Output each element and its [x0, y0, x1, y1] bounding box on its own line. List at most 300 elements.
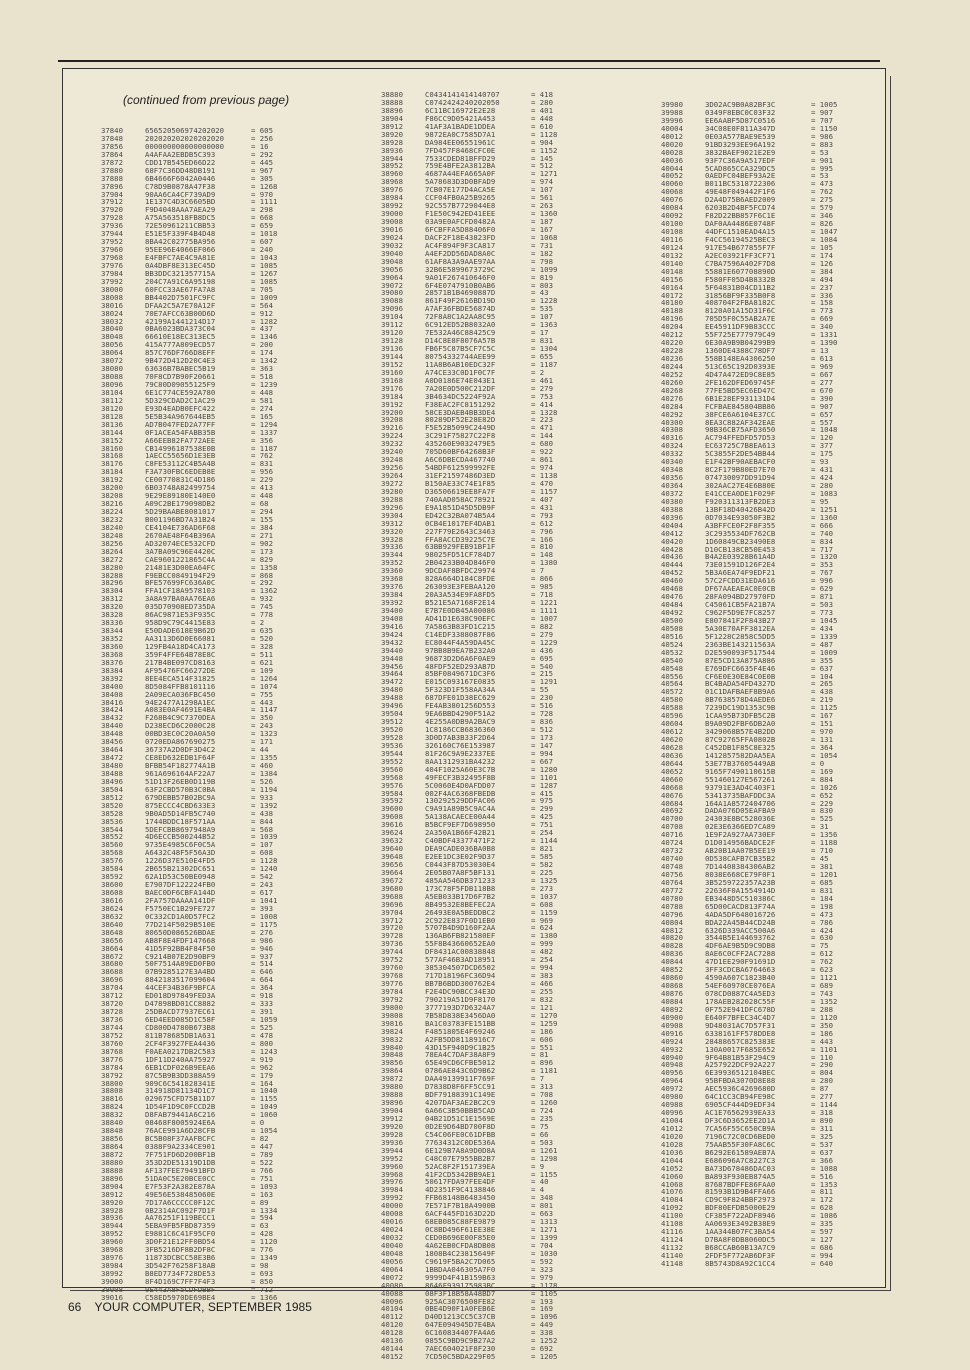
address: 40164 [661, 282, 683, 292]
hex-data: C48C07E7955BB2B7 [425, 1153, 496, 1163]
checksum: = 751 [251, 1173, 273, 1183]
hex-data: 4A62EB0CFDA8DB08 [425, 1240, 496, 1250]
hex-data: CE4104E736AD6F68 [145, 522, 216, 532]
address: 40204 [661, 322, 683, 332]
hex-data: F2E4DC90BCC34E3D [425, 986, 496, 996]
address: 38824 [101, 1102, 123, 1112]
checksum: = 745 [251, 602, 273, 612]
address: 40012 [661, 131, 683, 141]
address: 38736 [101, 1015, 123, 1024]
address: 40260 [661, 377, 683, 387]
address: 40032 [381, 1233, 403, 1242]
hex-data: F0AEA0217DB2C583 [145, 1046, 216, 1056]
checksum: = 174 [811, 250, 833, 260]
address: 38352 [101, 634, 123, 643]
checksum: = 704 [531, 1240, 553, 1250]
checksum: = 275 [811, 195, 833, 205]
hex-data: 002F4AC6368FBEDB [425, 788, 496, 798]
checksum: = 1120 [251, 1237, 278, 1247]
hex-data: 359F4FFE64B78E8C [145, 649, 216, 659]
checksum: = 712 [251, 1284, 273, 1294]
address: 39632 [381, 836, 403, 846]
hex-data: 54EF60970CE076EA [705, 981, 776, 991]
address: 39512 [381, 717, 403, 727]
checksum: = 75 [531, 1121, 549, 1131]
checksum: = 707 [811, 115, 833, 125]
hex-data: 1AECC55656D1E3EB [145, 451, 216, 461]
address: 38200 [101, 483, 123, 493]
hex-data: 6ED4EED085D1C58F [145, 1015, 216, 1024]
address: 41068 [661, 1179, 683, 1189]
checksum: = 762 [251, 451, 273, 461]
address: 39040 [381, 248, 403, 258]
hex-data: 1D60849CB23490E8 [705, 536, 776, 546]
hex-data: 92C557B7729044E8 [425, 201, 496, 211]
checksum: = 1320 [811, 552, 838, 562]
address: 39384 [381, 590, 403, 600]
address: 39456 [381, 661, 403, 671]
address: 40196 [661, 314, 683, 324]
hex-data: E7907DF122224FB0 [145, 880, 216, 890]
address: 39760 [381, 963, 403, 973]
checksum: = 612 [531, 518, 553, 528]
address: 40300 [661, 417, 683, 427]
hex-data: 029675CFD75B11D7 [145, 1094, 216, 1104]
address: 40956 [661, 1068, 683, 1078]
address: 38432 [101, 713, 123, 723]
hex-data: D14C8E8F8076A57B [425, 336, 496, 346]
checksum: = 277 [811, 1092, 833, 1102]
hex-data: BA893F930EB874A5 [705, 1171, 776, 1181]
address: 38016 [101, 300, 123, 310]
checksum: = 98 [251, 1261, 269, 1271]
checksum: = 104 [811, 671, 833, 681]
hex-data: F86CC9D05421A453 [425, 113, 496, 123]
hex-data: 81593B1D9B4FFA66 [705, 1187, 776, 1197]
hex-data: F268B4C9C7370DEA [145, 713, 216, 723]
checksum: = 810 [531, 542, 553, 552]
checksum: = 186 [811, 1028, 833, 1038]
checksum: = 637 [811, 663, 833, 673]
checksum: = 1049 [251, 1102, 278, 1112]
hex-data: 6E30A9B9B04299B9 [705, 338, 776, 348]
hex-data: ED018D97849FED3A [145, 991, 216, 1001]
address: 39416 [381, 621, 403, 631]
address: 38448 [101, 729, 123, 739]
address: 38144 [101, 427, 123, 437]
address: 41012 [661, 1123, 683, 1133]
checksum: = 381 [811, 862, 833, 871]
checksum: = 256 [251, 133, 273, 143]
checksum: = 883 [811, 139, 833, 149]
hex-data: 79C80D09055125F9 [145, 380, 216, 389]
address: 40692 [661, 806, 683, 816]
address: 38600 [101, 880, 123, 890]
checksum: = 171 [251, 737, 273, 747]
checksum: = 1304 [531, 344, 558, 353]
checksum: = 63 [251, 1221, 269, 1231]
hex-data: FE4AB3801256D553 [425, 701, 496, 711]
address: 41028 [661, 1139, 683, 1149]
hex-data: 75AAB55F30FA8C6C [705, 1139, 776, 1149]
hex-data: 9B0AD5D14FB5C740 [145, 808, 216, 818]
checksum: = 200 [251, 340, 273, 350]
address: 41140 [661, 1250, 683, 1260]
hex-data: AA3113D6D0E66081 [145, 634, 216, 643]
hex-data: 4D2351F9C4138846 [425, 1185, 496, 1195]
checksum: = 1083 [811, 488, 838, 498]
checksum: = 1101 [811, 1044, 838, 1054]
hex-data: 9735E4985C6F0C5A [145, 840, 216, 850]
checksum: = 755 [251, 689, 273, 699]
checksum: = 273 [531, 883, 553, 893]
checksum: = 986 [811, 131, 833, 141]
hex-data: 3D0F21E12FF0BD54 [145, 1237, 216, 1247]
hex-data: 34C08E0F811A347D [705, 123, 776, 133]
hex-data: 43D15F940D9C1B25 [425, 1042, 496, 1052]
address: 38720 [101, 999, 123, 1009]
checksum: = 299 [531, 804, 553, 814]
address: 39712 [381, 915, 403, 925]
checksum: = 606 [531, 1034, 553, 1044]
hex-data: F38EAC2FC8151292 [425, 399, 496, 409]
hex-data: 2B655B21302DC651 [145, 864, 216, 874]
checksum: = 1096 [531, 1312, 558, 1322]
hex-data: E9A1851D45D5DB9F [425, 502, 496, 512]
address: 40644 [661, 758, 683, 768]
checksum: = 630 [811, 933, 833, 943]
checksum: = 169 [811, 766, 833, 776]
hex-data: 8B7638578D4AEDE6 [705, 695, 776, 705]
hex-data: 679DEBB57B02BC9A [145, 792, 216, 802]
checksum: = 657 [811, 409, 833, 419]
address: 40748 [661, 862, 683, 871]
hex-data: 6C912ED52B8032A0 [425, 320, 496, 330]
checksum: = 198 [811, 901, 833, 911]
address: 40596 [661, 711, 683, 721]
address: 38376 [101, 657, 123, 667]
address: 38080 [101, 364, 123, 374]
checksum: = 962 [251, 1062, 273, 1072]
hex-data: 55F725E777979C49 [705, 330, 776, 340]
address: 38232 [101, 514, 123, 524]
checksum: = 82 [251, 1134, 269, 1144]
checksum: = 717 [811, 544, 833, 554]
checksum: = 230 [531, 693, 553, 703]
hex-data: 740AAD058AC78921 [425, 494, 496, 504]
address: 39024 [381, 232, 403, 242]
hex-data: 77D214F5029B510E [145, 919, 216, 929]
checksum: = 986 [251, 935, 273, 945]
address: 39232 [381, 439, 403, 449]
address: 40812 [661, 925, 683, 935]
address: 39336 [381, 542, 403, 552]
address: 38888 [381, 97, 403, 107]
address: 40876 [661, 989, 683, 998]
hex-data: BDA22A45B44CD24B [705, 917, 776, 927]
hex-data: E9881C6C41F95CF0 [145, 1229, 216, 1239]
checksum: = 305 [251, 173, 273, 183]
checksum: = 1221 [531, 598, 558, 607]
checksum: = 1291 [531, 677, 558, 687]
hex-data: AF137FEE79491BFD [145, 1165, 216, 1175]
address: 38928 [381, 137, 403, 147]
hex-data: AD41D1E638C90EFC [425, 613, 496, 623]
checksum: = 1380 [531, 931, 558, 941]
checksum: = 438 [811, 687, 833, 697]
hex-data: 65E49CD6CFBE5012 [425, 1058, 496, 1068]
hex-data: 2670AE48F64B396A [145, 530, 216, 540]
checksum: = 1125 [811, 703, 838, 713]
checksum: = 969 [811, 361, 833, 371]
checksum: = 186 [531, 1026, 553, 1036]
address: 39872 [381, 1074, 403, 1084]
address: 37912 [101, 197, 123, 207]
checksum: = 585 [531, 852, 553, 861]
address: 38320 [101, 602, 123, 612]
hex-data: 7F751FD6D200BF1B [145, 1149, 216, 1159]
address: 40796 [661, 909, 683, 919]
checksum: = 336 [811, 290, 833, 300]
hex-data: AD32074ECE532CFD [145, 538, 216, 548]
hex-data: B8ED7734F728DE53 [145, 1269, 216, 1278]
checksum: = 861 [531, 455, 553, 465]
hex-data: C40BDF43377471F2 [425, 836, 496, 846]
address: 38840 [101, 1118, 123, 1128]
checksum: = 1121 [811, 973, 838, 983]
checksum: = 868 [251, 570, 273, 580]
address: 40532 [661, 647, 683, 657]
address: 38312 [101, 594, 123, 604]
checksum: = 461 [531, 375, 553, 385]
address: 39136 [381, 344, 403, 353]
address: 38984 [101, 1261, 123, 1271]
address: 39824 [381, 1026, 403, 1036]
address: 40732 [661, 846, 683, 856]
hex-data: 415A777A809ECD57 [145, 340, 216, 350]
hex-data: 9DCDAF8BFDC29974 [425, 566, 496, 576]
address: 39016 [101, 1292, 123, 1302]
address: 39360 [381, 566, 403, 576]
checksum: = 762 [811, 187, 833, 197]
checksum: = 1360 [811, 512, 838, 522]
checksum: = 832 [531, 994, 553, 1004]
checksum: = 428 [251, 1229, 273, 1239]
hex-data: 8AE6C0CFF2AC7288 [705, 949, 776, 959]
checksum: = 901 [811, 155, 833, 165]
hex-data: AB20B1AA07B5EE19 [705, 846, 776, 856]
checksum: = 1323 [251, 729, 278, 739]
hex-data: 178AEB282028C55F [705, 996, 776, 1006]
checksum: = 1085 [251, 260, 278, 270]
hex-data: 7D17A6CCCCC0F12C [145, 1197, 216, 1207]
address: 37880 [101, 165, 123, 175]
address: 38664 [101, 943, 123, 953]
address: 39240 [381, 447, 403, 457]
checksum: = 1105 [531, 1288, 558, 1298]
checksum: = 121 [531, 1002, 553, 1012]
hex-data: 3A8A97BA0AA76EA6 [145, 594, 216, 604]
address: 39488 [381, 693, 403, 703]
hex-data: 3832BAEF9021E2E9 [705, 147, 776, 157]
hex-data: 5F1228C2858C5DD5 [705, 631, 776, 641]
hex-data: 5A78683D3D0BFAD9 [425, 177, 496, 187]
checksum: = 628 [811, 1203, 833, 1213]
hex-data: 44CEF34B36F9BFCA [145, 983, 216, 993]
checksum: = 364 [251, 983, 273, 993]
hex-data: D36506619EE8FA7F [425, 486, 496, 496]
checksum: = 235 [531, 1113, 553, 1123]
address: 39720 [381, 923, 403, 933]
address: 40900 [661, 1012, 683, 1022]
address: 40844 [661, 957, 683, 967]
checksum: = 511 [251, 649, 273, 659]
address: 38768 [101, 1046, 123, 1056]
checksum: = 594 [251, 1213, 273, 1223]
hex-data: 8AA1312931BA4232 [425, 756, 496, 766]
address: 40004 [661, 123, 683, 133]
checksum: = 68 [251, 499, 269, 509]
address: 39248 [381, 455, 403, 465]
checksum: = 107 [531, 185, 553, 195]
hex-data: ED42C32BA074B5A4 [425, 510, 496, 520]
address: 39896 [381, 1098, 403, 1108]
address: 38056 [101, 340, 123, 350]
hex-data: C8FE53112C4B5A4B [145, 459, 216, 469]
address: 39224 [381, 431, 403, 441]
address: 39192 [381, 399, 403, 409]
hex-data: 9999D4F41B159B63 [425, 1272, 496, 1282]
checksum: = 223 [531, 415, 553, 425]
address: 38368 [101, 649, 123, 659]
checksum: = 890 [811, 1116, 833, 1125]
checksum: = 478 [251, 1030, 273, 1040]
checksum: = 514 [251, 959, 273, 969]
checksum: = 1037 [531, 891, 558, 901]
hex-data: 8120A01A15D31F6C [705, 306, 776, 316]
checksum: = 1005 [811, 100, 838, 109]
address: 40104 [381, 1304, 403, 1314]
checksum: = 1147 [251, 705, 278, 715]
hex-data: A2EC03921FF3CF71 [705, 250, 776, 260]
hex-data: 01C1DAFBAEF8B9A6 [705, 687, 776, 697]
hex-data: AA0693E3492B38E9 [705, 1219, 776, 1229]
checksum: = 542 [251, 872, 273, 882]
address: 40668 [661, 782, 683, 792]
hex-data: 50617FDA97FEE4DF [425, 1177, 496, 1187]
address: 40804 [661, 917, 683, 927]
hex-data: 263093E3FEBAA120 [425, 582, 496, 592]
address: 38328 [101, 610, 123, 620]
hex-data: 0AEDFC04BEF93A2E [705, 171, 776, 181]
checksum: = 144 [531, 431, 553, 441]
hex-data: BDF80EFDB5000E29 [705, 1203, 776, 1213]
hex-data: 25DBACD77937EC61 [145, 1007, 216, 1017]
checksum: = 1271 [531, 1225, 558, 1235]
address: 38512 [101, 792, 123, 802]
address: 38416 [101, 697, 123, 707]
address: 39848 [381, 1050, 403, 1060]
hex-data: 0BE4D90F1A0FEB6E [425, 1304, 496, 1314]
address: 38744 [101, 1022, 123, 1032]
address: 39584 [381, 788, 403, 798]
address: 38936 [101, 1213, 123, 1223]
checksum: = 667 [811, 369, 833, 379]
checksum: = 582 [531, 859, 553, 869]
hex-data: 7CB07E177D4ACA5E [425, 185, 496, 195]
checksum: = 219 [811, 695, 833, 705]
hex-data: BDF79188391C149E [425, 1090, 496, 1100]
address: 38880 [101, 1157, 123, 1167]
checksum: = 946 [251, 943, 273, 953]
hex-data: D2E590093F517544 [705, 647, 776, 657]
publication-line: YOUR COMPUTER, SEPTEMBER 1985 [94, 1300, 312, 1314]
hex-data: 85BF0849671DC3F6 [425, 669, 496, 679]
checksum: = 95 [811, 496, 829, 506]
hex-data: 0720EDA867690275 [145, 737, 216, 747]
hex-data: 7E571F7B18A4900B [425, 1201, 496, 1211]
address: 38240 [101, 522, 123, 532]
hex-data: AB8F8E4FDF147668 [145, 935, 216, 945]
checksum: = 254 [531, 828, 553, 838]
checksum: = 621 [251, 657, 273, 667]
hex-data: 1226D37E510E4FD5 [145, 856, 216, 866]
checksum: = 328 [251, 641, 273, 651]
address: 38856 [101, 1134, 123, 1144]
hex-data: 87E5CD13A875A886 [705, 655, 776, 665]
address: 39880 [381, 1082, 403, 1092]
hex-data: E4FBFC7AE4C9A81E [145, 253, 216, 262]
checksum: = 169 [531, 1304, 553, 1314]
checksum: = 664 [251, 975, 273, 985]
address: 38096 [101, 380, 123, 389]
checksum: = 431 [811, 465, 833, 475]
checksum: = 4 [531, 1185, 545, 1195]
address: 40132 [661, 250, 683, 260]
hex-data: 0D2E9D64BD700F8D [425, 1121, 496, 1131]
checksum: = 364 [811, 742, 833, 752]
address: 38912 [381, 121, 403, 131]
hex-data: CE8ED632EDB1F64F [145, 753, 216, 763]
checksum: = 646 [251, 967, 273, 977]
address: 40188 [661, 306, 683, 316]
address: 40000 [381, 1201, 403, 1211]
address: 39304 [381, 510, 403, 520]
address: 38880 [381, 90, 403, 99]
address: 40124 [661, 242, 683, 252]
hex-data: 0E443A8F5CDFDBBF [145, 1284, 216, 1294]
hex-data: 90AA6CA4CF739AD9 [145, 189, 216, 199]
address: 38088 [101, 372, 123, 382]
checksum: = 1188 [811, 838, 838, 848]
address: 39480 [381, 685, 403, 695]
hex-data: 7B58D838E3456DA0 [425, 1010, 496, 1020]
address: 40884 [661, 996, 683, 1006]
hex-data: 8F4D169C7FF7F4F3 [145, 1276, 216, 1286]
address: 40652 [661, 766, 683, 776]
address: 39064 [381, 272, 403, 282]
hex-data: C962F5D9E7FC8257 [705, 608, 776, 617]
hex-data: 7196C72C0CD6BED0 [705, 1131, 776, 1141]
address: 40228 [661, 346, 683, 356]
hex-data: 41F2CD5342BB9AE1 [425, 1169, 496, 1179]
hex-data: D7838D8F6FF5CC91 [425, 1082, 496, 1092]
address: 38696 [101, 975, 123, 985]
checksum: = 1074 [251, 681, 278, 691]
hex-data: 7E532A46C88425C9 [425, 328, 496, 338]
address: 38480 [101, 761, 123, 770]
address: 38648 [101, 927, 123, 937]
